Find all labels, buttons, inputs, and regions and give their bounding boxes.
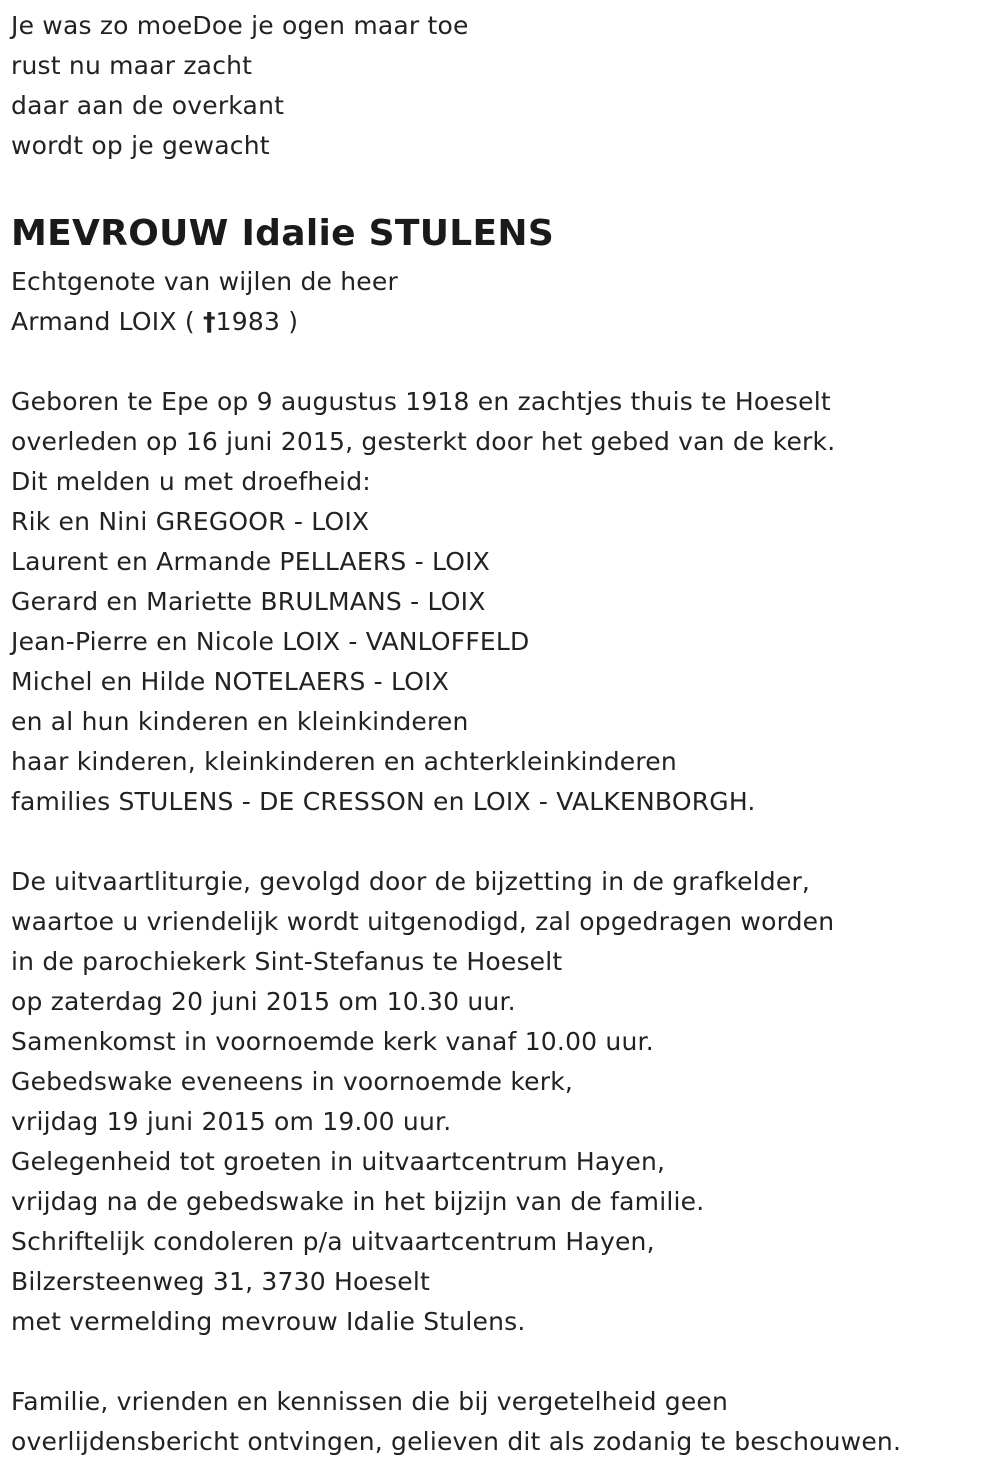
poem-line: daar aan de overkant	[11, 91, 285, 120]
spacer	[11, 166, 991, 210]
deceased-name-title: MEVROUW Idalie STULENS	[11, 213, 555, 254]
spacer	[11, 822, 991, 862]
family-member-line: Gerard en Mariette BRULMANS - LOIX	[11, 587, 486, 616]
closing-line: Familie, vrienden en kennissen die bij vergetelheid geen	[11, 1387, 729, 1416]
family-member-line: en al hun kinderen en kleinkinderen	[11, 707, 469, 736]
poem	[11, 6, 991, 166]
funeral-line: Samenkomst in voornoemde kerk vanaf 10.00 uur.	[11, 1027, 654, 1056]
announcement-line: Geboren te Epe op 9 augustus 1918 en zachtjes thuis te Hoeselt	[11, 387, 831, 416]
funeral-line: Schriftelijk condoleren p/a uitvaartcentrum Hayen,	[11, 1227, 655, 1256]
spouse-name: Armand LOIX (	[11, 307, 195, 336]
family-member-line: Laurent en Armande PELLAERS - LOIX	[11, 547, 490, 576]
cross-icon: †	[202, 307, 216, 336]
funeral-line: Bilzersteenweg 31, 3730 Hoeselt	[11, 1267, 431, 1296]
closing-note	[11, 1382, 991, 1462]
funeral-line: Gelegenheid tot groeten in uitvaartcentrum Hayen,	[11, 1147, 666, 1176]
obituary-notice	[11, 6, 991, 1462]
announcement-line: Dit melden u met droefheid:	[11, 467, 371, 496]
spacer	[11, 1342, 991, 1382]
funeral-line: vrijdag 19 juni 2015 om 19.00 uur.	[11, 1107, 452, 1136]
poem-line: Je was zo moeDoe je ogen maar toe	[11, 11, 469, 40]
closing-line: overlijdensbericht ontvingen, gelieven dit als zodanig te beschouwen.	[11, 1427, 902, 1456]
spouse-line: Echtgenote van wijlen de heer	[11, 267, 398, 296]
spouse-death-year: 1983 )	[215, 307, 299, 336]
family-member-line: haar kinderen, kleinkinderen en achterkleinkinderen	[11, 747, 677, 776]
spouse-info	[11, 262, 991, 342]
family-member-line: Rik en Nini GREGOOR - LOIX	[11, 507, 370, 536]
funeral-line: De uitvaartliturgie, gevolgd door de bijzetting in de grafkelder,	[11, 867, 811, 896]
spouse-line	[11, 302, 991, 342]
poem-line: rust nu maar zacht	[11, 51, 253, 80]
funeral-line: Gebedswake eveneens in voornoemde kerk,	[11, 1067, 574, 1096]
announcement	[11, 382, 991, 822]
family-member-line: Michel en Hilde NOTELAERS - LOIX	[11, 667, 450, 696]
poem-line: wordt op je gewacht	[11, 131, 270, 160]
funeral-details	[11, 862, 991, 1342]
family-member-line: families STULENS - DE CRESSON en LOIX - VALKENBORGH.	[11, 787, 756, 816]
funeral-line: op zaterdag 20 juni 2015 om 10.30 uur.	[11, 987, 516, 1016]
funeral-line: vrijdag na de gebedswake in het bijzijn van de familie.	[11, 1187, 705, 1216]
announcement-line: overleden op 16 juni 2015, gesterkt door het gebed van de kerk.	[11, 427, 836, 456]
family-member-line: Jean-Pierre en Nicole LOIX - VANLOFFELD	[11, 627, 530, 656]
spacer	[11, 342, 991, 382]
funeral-line: waartoe u vriendelijk wordt uitgenodigd, zal opgedragen worden	[11, 907, 835, 936]
funeral-line: met vermelding mevrouw Idalie Stulens.	[11, 1307, 526, 1336]
funeral-line: in de parochiekerk Sint-Stefanus te Hoeselt	[11, 947, 563, 976]
